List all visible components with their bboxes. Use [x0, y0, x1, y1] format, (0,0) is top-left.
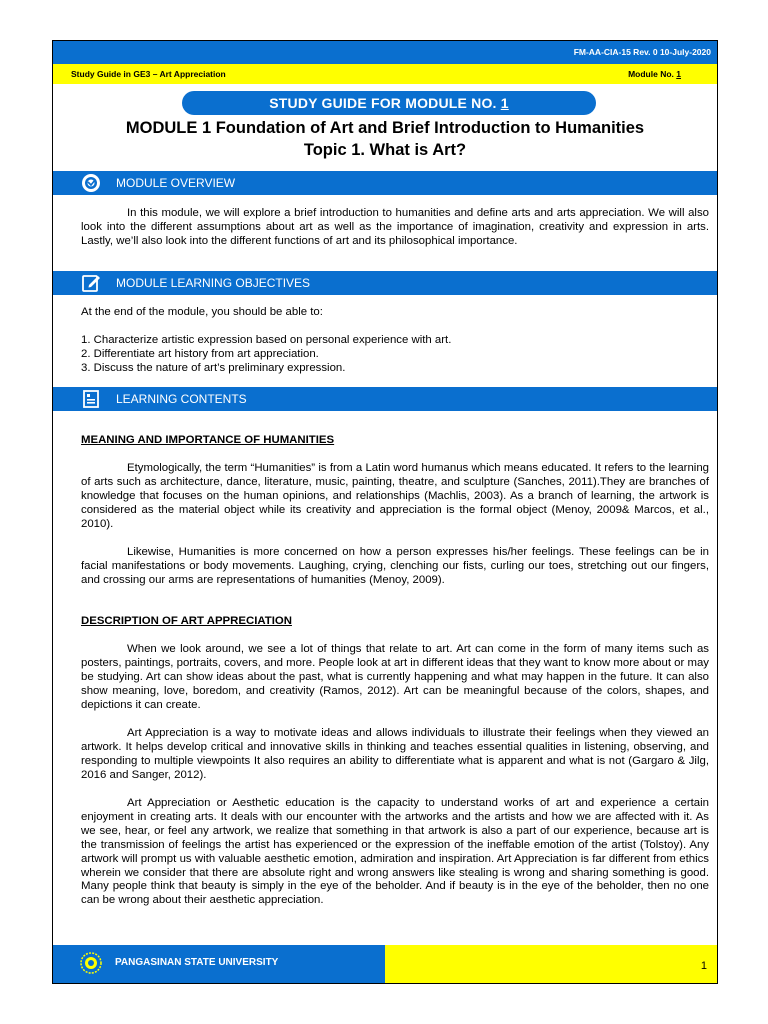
footer-university-bar — [53, 945, 385, 983]
module-number — [628, 69, 681, 79]
top-header-bar — [53, 41, 717, 64]
objectives-intro: At the end of the module, you should be able to: — [81, 306, 323, 318]
objective-item: 1. Characterize artistic expression based on personal experience with art. — [81, 334, 452, 346]
study-guide-bar — [53, 64, 717, 84]
overview-text: In this module, we will explore a brief introduction to humanities and define arts and arts appreciation. We will also look into the different assumptions about art as well as the importance of imagination, creativity and expression in arts. Lastly, we’ll also look into the different functions of art and its philosophical importance. — [81, 207, 709, 247]
learning-contents-bar — [53, 387, 717, 411]
learning-objectives-label: MODULE LEARNING OBJECTIVES — [116, 276, 311, 290]
edit-icon — [81, 273, 101, 293]
study-guide-number: 1 — [500, 95, 509, 111]
learning-objectives-bar — [53, 271, 717, 295]
footer-page-bar — [385, 945, 717, 983]
document-icon — [81, 389, 101, 409]
university-name: PANGASINAN STATE UNIVERSITY — [115, 957, 279, 968]
topic-title: Topic 1. What is Art? — [303, 141, 467, 159]
module-overview-label: MODULE OVERVIEW — [116, 176, 236, 190]
module-title: MODULE 1 Foundation of Art and Brief Introduction to Humanities — [125, 119, 645, 137]
art-appreciation-paragraph-1: When we look around, we see a lot of things that relate to art. Art can come in the form of many items such as posters, paintings, portraits, covers, and more. People look at art in different ideas that they want to know more about or may be studying. Art can show ideas about the past, what is currently happening and what may happen in the future. It can also show meaning, love, boredom, and creativity (Ramos, 2012). Art can be meaningful because of the colors, shapes, and depictions it can create. — [81, 643, 709, 711]
target-icon — [81, 173, 101, 193]
art-appreciation-heading: DESCRIPTION OF ART APPRECIATION — [81, 615, 292, 627]
study-guide-title-pill — [182, 91, 596, 115]
humanities-paragraph-1: Etymologically, the term “Humanities” is from a Latin word humanus which means educated. It refers to the learning of arts such as architecture, dance, literature, music, painting, theatre, and sculpture (Sanches, 2011).They are branches of knowledge that focuses on the human opinions, and relationships (Machlis, 2003). As a branch of learning, the artwork is considered as the material object while its creativity and appreciation is the formal object (Menoy, 2009& Marcos, et al., 2010). — [81, 462, 709, 530]
document-code: FM-AA-CIA-15 Rev. 0 10-July-2020 — [573, 47, 711, 57]
art-appreciation-paragraph-2: Art Appreciation is a way to motivate ideas and allows individuals to illustrate their feelings when they viewed an artwork. It helps develop critical and innovative skills in thinking and teaches essential qualities in listening, observing, and responding to multiple viewpoints It also requires an ability to differentiate what is apparent and what is not (Gargaro & Jilg, 2016 and Sanger, 2012). — [81, 727, 709, 781]
art-appreciation-paragraph-3: Art Appreciation or Aesthetic education is the capacity to understand works of art and experience a certain enjoyment in creating arts. It deals with our encounter with the artworks and the artists and how we are affected with it. As we see, hear, or feel any artwork, we realize that something in that artwork is also a part of our experience, because art is the transmission of feelings the artist has experienced or the expression of the ineffable emotion of the artist (Tolstoy). Any artwork will prompt us with valuable aesthetic emotion, admiration and inspiration. Art Appreciation is far different from ethics wherein we consider that there are absolute right and wrong answers like stealing is wrong and sharing something is good. Many people think that beauty is simply in the eye of the beholder. And if beauty is in the eye of the beholder, then no one can be wrong about their aesthetic appreciation. — [81, 797, 709, 907]
objective-item: 3. Discuss the nature of art’s preliminary expression. — [81, 361, 346, 374]
university-seal-icon — [79, 951, 103, 975]
objectives-list — [81, 334, 709, 376]
page-number: 1 — [700, 960, 707, 972]
learning-contents-label: LEARNING CONTENTS — [116, 392, 247, 406]
module-number-value: 1 — [676, 69, 681, 79]
study-guide-title: STUDY GUIDE FOR MODULE NO. — [269, 95, 501, 111]
humanities-paragraph-2: Likewise, Humanities is more concerned on how a person expresses his/her feelings. These feelings can be in facial manifestations or body movements. Laughing, crying, clenching our fists, curling our toes, stretching out our fingers, and crossing our arms are representations of humanities (Menoy, 2009). — [81, 546, 709, 586]
humanities-heading: MEANING AND IMPORTANCE OF HUMANITIES — [81, 434, 335, 446]
objective-item: 2. Differentiate art history from art appreciation. — [81, 347, 319, 360]
module-heading — [53, 117, 717, 161]
module-number-label: Module No. — [628, 69, 677, 79]
module-overview-bar — [53, 171, 717, 195]
study-guide-label: Study Guide in GE3 – Art Appreciation — [71, 69, 226, 79]
